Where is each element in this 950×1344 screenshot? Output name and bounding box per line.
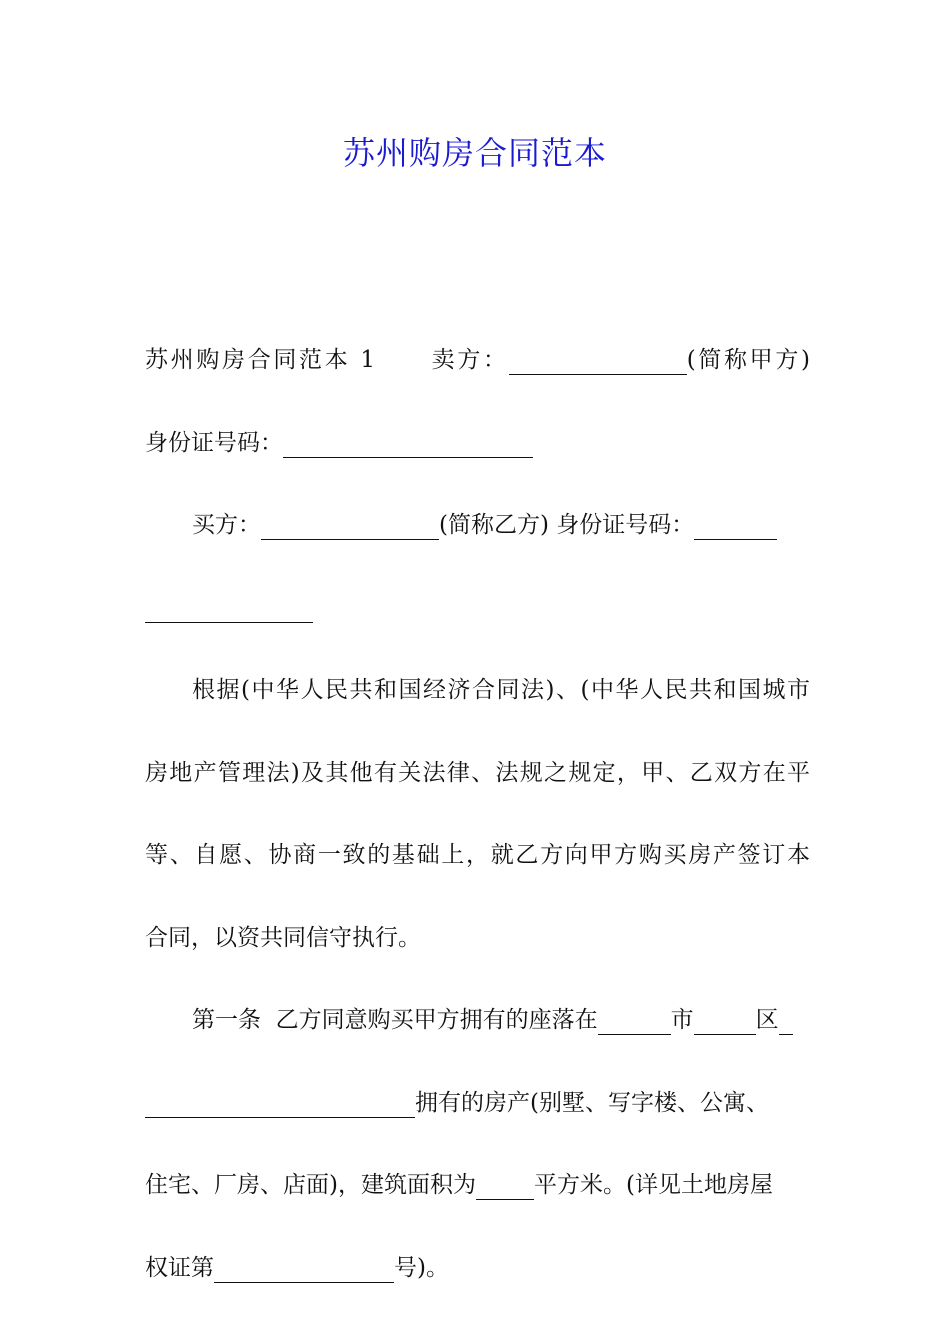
district-label: 区 bbox=[755, 1007, 779, 1033]
page-title: 苏州购房合同范本 bbox=[342, 134, 607, 172]
buyer-id-continued-line bbox=[145, 581, 810, 664]
buyer-id-blank-2 bbox=[145, 594, 313, 623]
cert-suffix: 号)。 bbox=[394, 1254, 449, 1281]
article-1-line-2 bbox=[145, 1076, 810, 1159]
city-blank bbox=[598, 1006, 671, 1035]
preamble-line-4: 合同，以资共同信守执行。 bbox=[145, 924, 421, 951]
seller-abbr: (简称甲方) bbox=[686, 347, 810, 373]
article-1-line-4 bbox=[145, 1241, 810, 1324]
article-1-text-c: 住宅、厂房、店面)，建筑面积为 bbox=[145, 1172, 476, 1198]
buyer-id-blank-1 bbox=[694, 511, 777, 540]
buyer-id-label: 身份证号码： bbox=[556, 512, 695, 538]
party-buyer-line bbox=[145, 498, 810, 581]
area-unit: 平方米。(详见土地房屋 bbox=[533, 1172, 773, 1198]
area-blank bbox=[476, 1171, 534, 1200]
article-1-text-a: 乙方同意购买甲方拥有的座落在 bbox=[275, 1007, 598, 1033]
article-1-line-1 bbox=[145, 993, 810, 1076]
preamble-line-3: 等、自愿、协商一致的基础上，就乙方向甲方购买房产签订本 bbox=[145, 842, 810, 868]
preamble-line-1: 根据(中华人民共和国经济合同法)、(中华人民共和国城市 bbox=[192, 677, 810, 703]
cert-prefix: 权证第 bbox=[145, 1254, 214, 1281]
seller-id-line bbox=[145, 416, 810, 499]
article-1-text-b: 拥有的房产(别墅、写字楼、公寓、 bbox=[415, 1089, 769, 1116]
party-seller-line bbox=[145, 333, 810, 416]
address-blank-1 bbox=[779, 1006, 793, 1035]
buyer-label: 买方： bbox=[192, 512, 261, 538]
preamble-line-2: 房地产管理法)及其他有关法律、法规之规定，甲、乙双方在平 bbox=[145, 759, 810, 786]
seller-id-blank bbox=[283, 429, 533, 458]
contract-body bbox=[145, 333, 810, 1323]
seller-name-blank bbox=[509, 346, 687, 375]
buyer-name-blank bbox=[261, 511, 439, 540]
address-blank-2 bbox=[145, 1089, 415, 1118]
cert-number-blank bbox=[214, 1254, 394, 1283]
city-label: 市 bbox=[670, 1007, 694, 1033]
seller-id-label: 身份证号码： bbox=[145, 429, 283, 456]
seller-label: 卖方： bbox=[429, 347, 509, 373]
contract-heading: 苏州购房合同范本 1 bbox=[145, 347, 375, 373]
buyer-abbr: (简称乙方) bbox=[439, 512, 549, 538]
article-1-label: 第一条 bbox=[192, 1007, 261, 1033]
article-1-line-3 bbox=[145, 1158, 810, 1241]
district-blank bbox=[694, 1006, 756, 1035]
